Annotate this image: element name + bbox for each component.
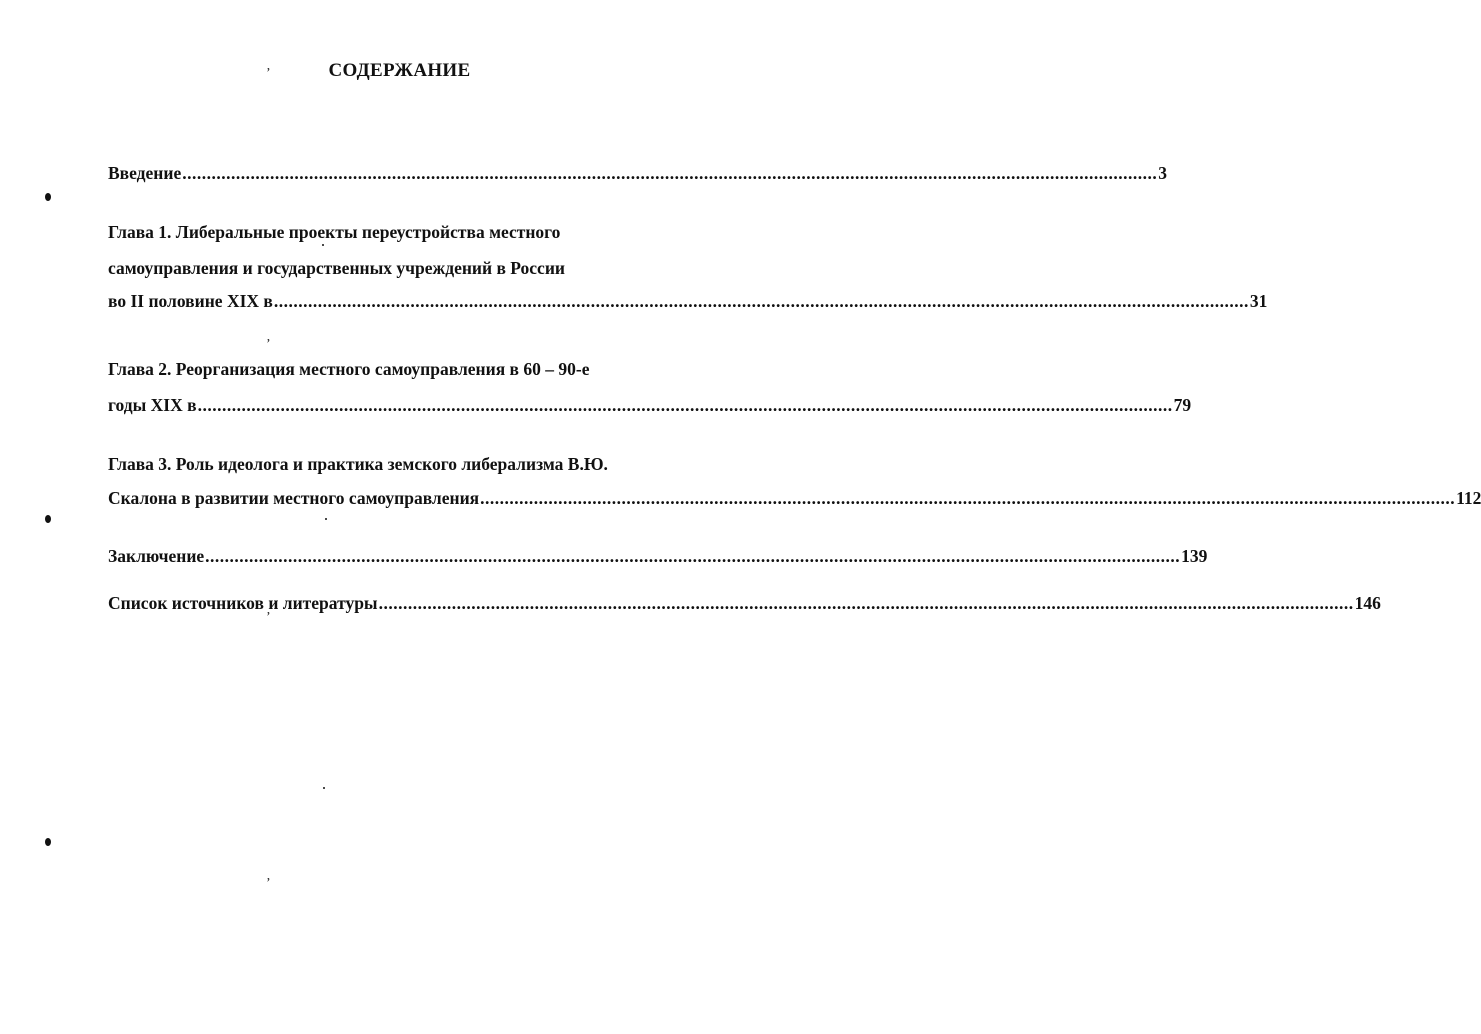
toc-entry-label: во II половине XIX в [108, 291, 273, 311]
toc-page-number: 79 [1173, 395, 1192, 415]
toc-dot-leader: ........................................................................................................................................................................................................ [480, 488, 1456, 508]
scan-speck [322, 244, 324, 246]
toc-dot-leader: ........................................................................................................................................................................................................ [273, 291, 1249, 311]
binding-hole-mark [45, 193, 51, 201]
toc-dot-leader: ........................................................................................................................................................................................................ [197, 395, 1173, 415]
toc-page-number: 146 [1354, 593, 1381, 613]
toc-entry-chapter-3 [108, 487, 1481, 509]
page-title: СОДЕРЖАНИЕ [328, 60, 471, 81]
toc-page-number: 112 [1456, 488, 1481, 508]
toc-entry-chapter-1-line-2: самоуправления и государственных учреждений в России [108, 258, 565, 278]
toc-dot-leader: ........................................................................................................................................................................................................ [205, 546, 1181, 566]
binding-hole-mark [45, 838, 51, 846]
toc-page-number: 3 [1158, 163, 1167, 183]
toc-entry-introduction [108, 162, 1167, 184]
binding-hole-mark [45, 515, 51, 523]
toc-entry-label: годы XIX в [108, 395, 197, 415]
toc-entry-label: Заключение [108, 546, 205, 566]
scan-speck [325, 518, 327, 520]
toc-dot-leader: ........................................................................................................................................................................................................ [378, 593, 1354, 613]
toc-entry-chapter-2 [108, 394, 1192, 416]
scan-speck [323, 787, 325, 789]
toc-entry-chapter-1-line-1: Глава 1. Либеральные проекты переустройства местного [108, 222, 561, 242]
scan-tick-mark: ʼ [266, 876, 271, 891]
toc-page-number: 139 [1181, 546, 1208, 566]
scan-tick-mark: ʼ [266, 66, 271, 81]
scan-tick-mark: ʼ [266, 610, 271, 625]
toc-entry-label: Скалона в развитии местного самоуправления [108, 488, 480, 508]
toc-entry-label: Список источников и литературы [108, 593, 378, 613]
toc-entry-chapter-2-line-1: Глава 2. Реорганизация местного самоуправления в 60 – 90-е [108, 359, 590, 379]
toc-entry-chapter-1 [108, 290, 1268, 312]
toc-entry-sources [108, 592, 1381, 614]
toc-entry-chapter-3-line-1: Глава 3. Роль идеолога и практика земского либерализма В.Ю. [108, 454, 608, 474]
toc-entry-conclusion [108, 545, 1208, 567]
toc-page-number: 31 [1249, 291, 1268, 311]
scan-tick-mark: ʼ [266, 337, 271, 352]
toc-dot-leader: ........................................................................................................................................................................................................ [182, 163, 1158, 183]
toc-entry-label: Введение [108, 163, 182, 183]
